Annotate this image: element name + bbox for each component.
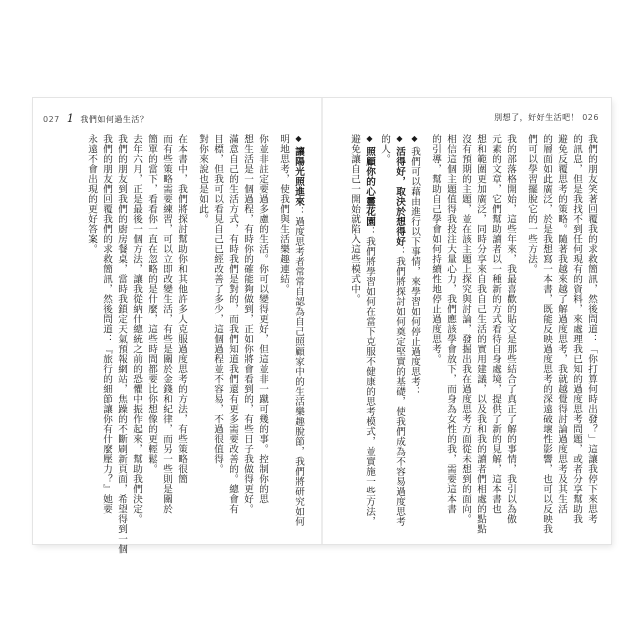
left-page-header	[43, 112, 148, 125]
diamond-bullet-icon: ◆	[294, 134, 303, 147]
right-page-header	[494, 112, 599, 123]
text-column: 元素的文章，它們幫助讀者以一種新的方式看待自身處境，提供了新的見解，這本書也	[490, 134, 501, 514]
text-column: 目標，但我可以看見自己已經改善了多少，這個過程並不容易，不過很值得。	[212, 134, 223, 474]
text-column: 永遠不會出現的更好答案。	[86, 134, 97, 254]
text-column: 避免讓自己一開始就陷入這些模式中。	[349, 134, 360, 304]
bold-lead-phrase: 活得好，取決於想得好	[394, 146, 405, 247]
right-page-number: 026	[582, 113, 599, 122]
left-page	[33, 98, 322, 554]
text-column: 對你來說也是如此。	[197, 134, 208, 224]
bold-lead-phrase: 讓陽光照進來	[293, 146, 304, 207]
text-column: 我們的朋友笑著回覆我的求救簡訊，然後問道：「你打算何時出發？」這讓我停下來思考	[586, 134, 597, 524]
text-column: 想和範圍更加廣泛，同時分享來自我自己生活的實用建議，以及我和我的讀者們相處的點點	[475, 134, 486, 534]
text-column: 我們的朋友們回覆我們的求救簡訊，然後問道：『旅行的細節讓你有什麼壓力？』她要	[101, 134, 112, 514]
text-column: 的層面如此廣泛，於是我想寫一本書，既能反映過度思考的深遠破壞性影響，也可以反映我	[541, 134, 552, 534]
text-column: 而有些策略需要練習，可以立即改變生活，有些是關於金錢和紀律，而另一些則是關於	[161, 134, 172, 514]
text-column: 們可以學習擺脫它的一些方法。	[526, 134, 537, 274]
text-column: ◆ 活得好，取決於想得好：我們將探討如何奠定堅實的基礎，使我們成為不容易過度思考	[394, 134, 405, 527]
text-column: 想生活是一個過程，有時你的確能夠做到，正如你將會看到的，有些日子我做得更好。	[242, 134, 253, 514]
text-column: 去年六月，正是最後一個方法，讓我從納什總統之前的恐懼中振作起來，幫助我們決定。	[131, 134, 142, 524]
diamond-bullet-icon: ◆	[410, 134, 419, 147]
text-column: 明地思考，使我們與生活樂趣連結。	[278, 134, 289, 294]
right-page	[322, 98, 611, 544]
text-column: 滿意自己的生活方式，有時我們是對的，而我們知道我們還有更多需要改善的。總會有	[227, 134, 238, 514]
text-column: ◆ 讓陽光照進來：過度思考者常常自認為自己照顧家中的生活樂趣脫節，我們將研究如何	[293, 134, 304, 527]
diamond-bullet-icon: ◆	[395, 134, 404, 147]
text-column: 簡單的當下，看看你一直在忽略的是什麼，這些時間都要比你想像的更輕鬆。	[146, 134, 157, 474]
text-column: ◆ 照顧你的心靈花園：我們將學習如何在當下克服不健康的思考模式，並實施一些方法，	[364, 134, 375, 527]
text-column: 在本書中，我們將探討幫助你和其他許多人克服過度思考的方法，有些策略很簡	[176, 134, 187, 484]
right-page-body	[349, 134, 599, 534]
text-column: 相信這個主題值得我投注大量心力，我們應該學會放下，而身為女性的我，需要這本書	[445, 134, 456, 514]
running-title: 別想了，好好生活吧！	[494, 113, 580, 122]
left-page-number: 027	[43, 115, 60, 124]
chapter-title: 我們如何過生活？	[80, 115, 149, 124]
text-column: 的引導，幫助自己學會如何持續性地停止過度思考。	[430, 134, 441, 364]
bold-lead-phrase: 照顧你的心靈花園	[364, 146, 375, 227]
text-column: 我們的朋友到我們的廚房餐桌，當時我鎖定天氣預報網站，焦躁的不斷刷新頁面，希望得到一個	[116, 134, 127, 554]
text-column: 你並非註定要過多慮的生活。你可以變得更好，但這並非一蹴可幾的事。控制你的思	[257, 134, 268, 504]
chapter-number: 1	[66, 112, 75, 125]
text-column: 沒有預期的主題，並在該主題上探究與討論，發掘出我在過度思考方面從未想到的面向。	[460, 134, 471, 524]
text-column: 的人。	[379, 134, 390, 164]
text-column: 我的部落格開始，這些年來，我最喜歡的貼文是那些結合了真正了解的事情，我引以為傲	[505, 134, 516, 524]
diamond-bullet-icon: ◆	[365, 134, 374, 147]
text-column: ◆ 我們可以藉由進行以下事情，來學習如何停止過度思考：	[409, 134, 420, 397]
text-column: 的訊息，但是我找不到任何現有的資料，來處理我已知的過度思考問題，或者分享幫助我	[571, 134, 582, 524]
book-spread	[33, 98, 611, 554]
left-page-body	[44, 134, 306, 554]
text-column: 避免反覆思考的策略。隨著我越來越了解過度思考，我就越覺得討論過度思考及其生活	[556, 134, 567, 514]
